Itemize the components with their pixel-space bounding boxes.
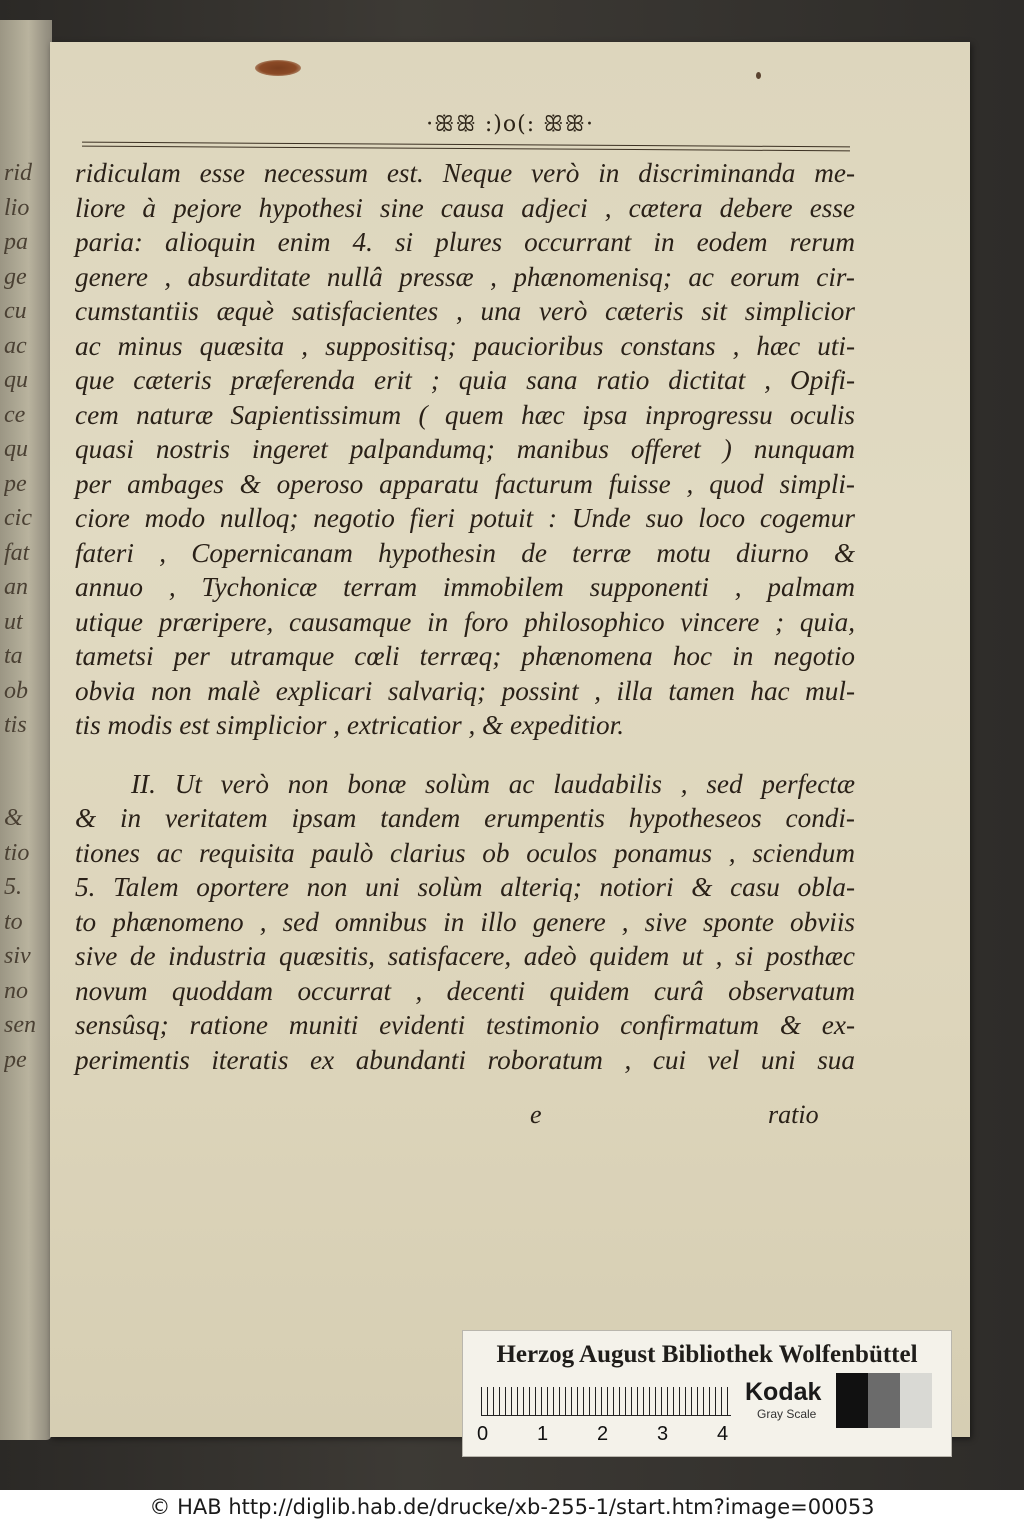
text-line: II. Ut verò non bonæ solùm ac laudabilis , sed perfectæ [131,768,855,799]
gray-swatch [900,1373,932,1428]
text-line: quasi nostris ingeret palpandumq; manibus offeret ) nunquam [75,434,855,464]
text-line: & in veritatem ipsam tandem erumpentis hypotheseos condi- [75,803,855,833]
text-line: utique præripere, causamque in foro philosophico vincere ; quia, [75,606,855,637]
copyright-footer: © HAB http://diglib.hab.de/drucke/xb-255-1/start.htm?image=00053 [0,1490,1024,1525]
previous-page-fragment: ce [4,401,26,428]
text-line: per ambages & operoso apparatu facturum fuisse , quod simpli- [75,468,855,499]
previous-page-fragment: tis [4,712,27,738]
text-line: tis modis est simplicior , extricatior , & expeditior. [75,710,624,740]
book-page [50,42,970,1437]
previous-page-fragment: qu [4,367,28,393]
library-name: Herzog August Bibliothek Wolfenbüttel [496,1341,918,1368]
previous-page-fragment: ut [4,608,23,635]
text-line: ridiculam esse necessum est. Neque verò in discriminanda me- [75,158,855,188]
kodak-logo: Kodak [745,1378,822,1406]
previous-page-fragment: ob [4,677,28,704]
text-line: tametsi per utramque cœli terræq; phænomena hoc in negotio [75,641,855,671]
ruler-number: 4 [717,1423,729,1445]
previous-page-fragment: pe [4,470,27,497]
previous-page-edge [0,20,52,1440]
ruler-numbers [477,1423,747,1447]
text-line: perimentis iteratis ex abundanti roboratum , cui vel uni sua [75,1044,855,1075]
previous-page-fragment: cu [4,298,27,324]
previous-page-fragment: siv [4,943,31,969]
previous-page-fragment: no [4,977,28,1004]
library-color-card [462,1330,952,1457]
ruler-number: 0 [477,1423,489,1445]
text-line: ciore modo nulloq; negotio fieri potuit : Unde suo loco cogemur [75,503,855,533]
previous-page-fragment: to [4,908,23,935]
previous-page-fragment: qu [4,436,28,462]
previous-page-fragment: & [4,805,23,831]
catchword: ratio [768,1100,819,1129]
text-line: liore à pejore hypothesi sine causa adjeci , cætera debere esse [75,192,855,223]
text-line: cem naturæ Sapientissimum ( quem hæc ipsa inprogressu oculis [75,399,855,430]
scale-ruler [481,1387,731,1416]
previous-page-fragment: ta [4,643,23,669]
text-line: paria: alioquin enim 4. si plures occurrant in eodem rerum [75,227,855,257]
text-line: annuo , Tychonicæ terram immobilem supponenti , palmam [75,572,855,602]
gray-swatch [836,1373,868,1428]
previous-page-fragment: tio [4,839,30,866]
previous-page-fragment: sen [4,1012,36,1038]
page-text [75,156,855,1077]
gray-swatch [868,1373,900,1428]
paragraph-2 [75,767,855,1078]
ruler-number: 1 [537,1423,549,1445]
text-line: cumstantiis æquè satisfacientes , una verò cæteris sit simplicior [75,296,855,326]
previous-page-fragment: pe [4,1046,27,1073]
text-line: sive de industria quæsitis, satisfacere, adeò quidem ut , si posthæc [75,941,855,971]
text-line: obvia non malè explicari salvariq; possint , illa tamen hac mul- [75,675,855,706]
header-rule [82,142,850,152]
previous-page-fragment: 5. [4,874,22,900]
previous-page-fragment: an [4,574,28,600]
text-line: fateri , Copernicanam hypothesin de terræ motu diurno & [75,537,855,568]
text-line: 5. Talem oportere non uni solùm alteriq; notiori & casu obla- [75,872,855,902]
previous-page-fragment: ge [4,263,27,290]
text-line: novum quoddam occurrat , decenti quidem curâ observatum [75,975,855,1006]
ruler-number: 2 [597,1423,609,1445]
previous-page-fragment: cic [4,505,32,531]
ink-stain [255,60,301,76]
signature-mark: e [530,1100,542,1129]
text-line: sensûsq; ratione muniti evidenti testimonio confirmatum & ex- [75,1010,855,1040]
text-line: ac minus quæsita , suppositisq; paucioribus constans , hæc uti- [75,330,855,361]
previous-page-fragment: pa [4,229,28,255]
text-line: genere , absurditate nullâ pressæ , phænomenisq; ac eorum cir- [75,261,855,292]
previous-page-fragment: lio [4,194,30,221]
gray-swatches [836,1373,932,1428]
ruler-number: 3 [657,1423,669,1445]
gray-scale-label: Gray Scale [757,1407,817,1421]
text-line: to phænomeno , sed omnibus in illo genere , sive sponte obviis [75,906,855,937]
header-ornament: ·ꕥꕥ :)o(: ꕥꕥ· [426,112,594,137]
previous-page-fragment: rid [4,160,33,186]
ink-dot [756,72,761,79]
previous-page-fragment: fat [4,539,30,566]
text-line: que cæteris præferenda erit ; quia sana ratio dictitat , Opifi- [75,365,855,395]
previous-page-fragment: ac [4,332,27,359]
text-line: tiones ac requisita paulò clarius ob oculos ponamus , sciendum [75,837,855,868]
paragraph-1 [75,156,855,743]
